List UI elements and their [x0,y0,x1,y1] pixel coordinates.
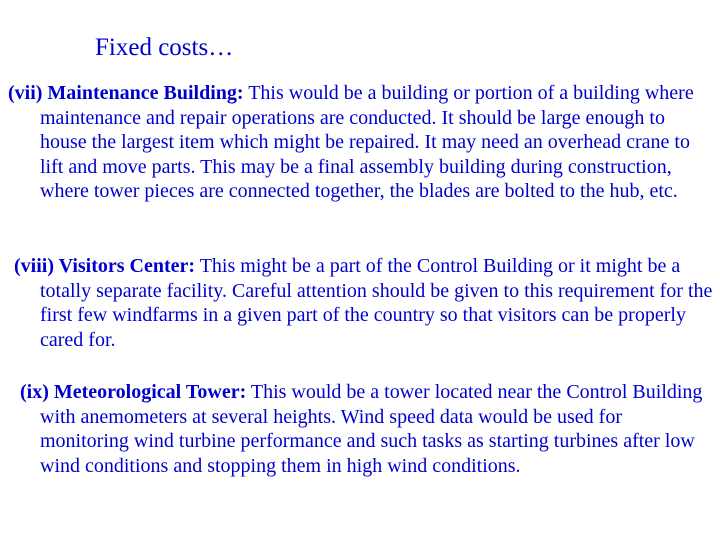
item-label: (vii) Maintenance Building: [8,82,244,104]
list-item-paragraph [20,380,710,478]
slide-title: Fixed costs… [95,34,234,61]
list-item-maintenance-building [8,81,698,204]
list-item-visitors-center [14,254,714,352]
list-item-meteorological-tower [20,380,710,478]
item-label: (ix) Meteorological Tower: [20,381,247,403]
list-item-paragraph [14,254,714,352]
list-item-paragraph [8,81,698,204]
item-text: This might be a part of the Control Building or it might be a totally separate facility. Careful attention should be given to this requirement for the first few windfarms in a given part of the country so that visitors can be properly cared for. [40,255,713,351]
item-text: This would be a tower located near the Control Building with anemometers at several heights. Wind speed data would be used for monitoring wind turbine performance and such tasks as starting turbines after low wind conditions and stopping them in high wind conditions. [40,381,703,477]
item-text: This would be a building or portion of a building where maintenance and repair operations are conducted. It should be large enough to house the largest item which might be repaired. It may need an overhead crane to lift and move parts. This may be a final assembly building during construction, where tower pieces are connected together, the blades are bolted to the hub, etc. [40,82,694,202]
item-label: (viii) Visitors Center: [14,255,196,277]
